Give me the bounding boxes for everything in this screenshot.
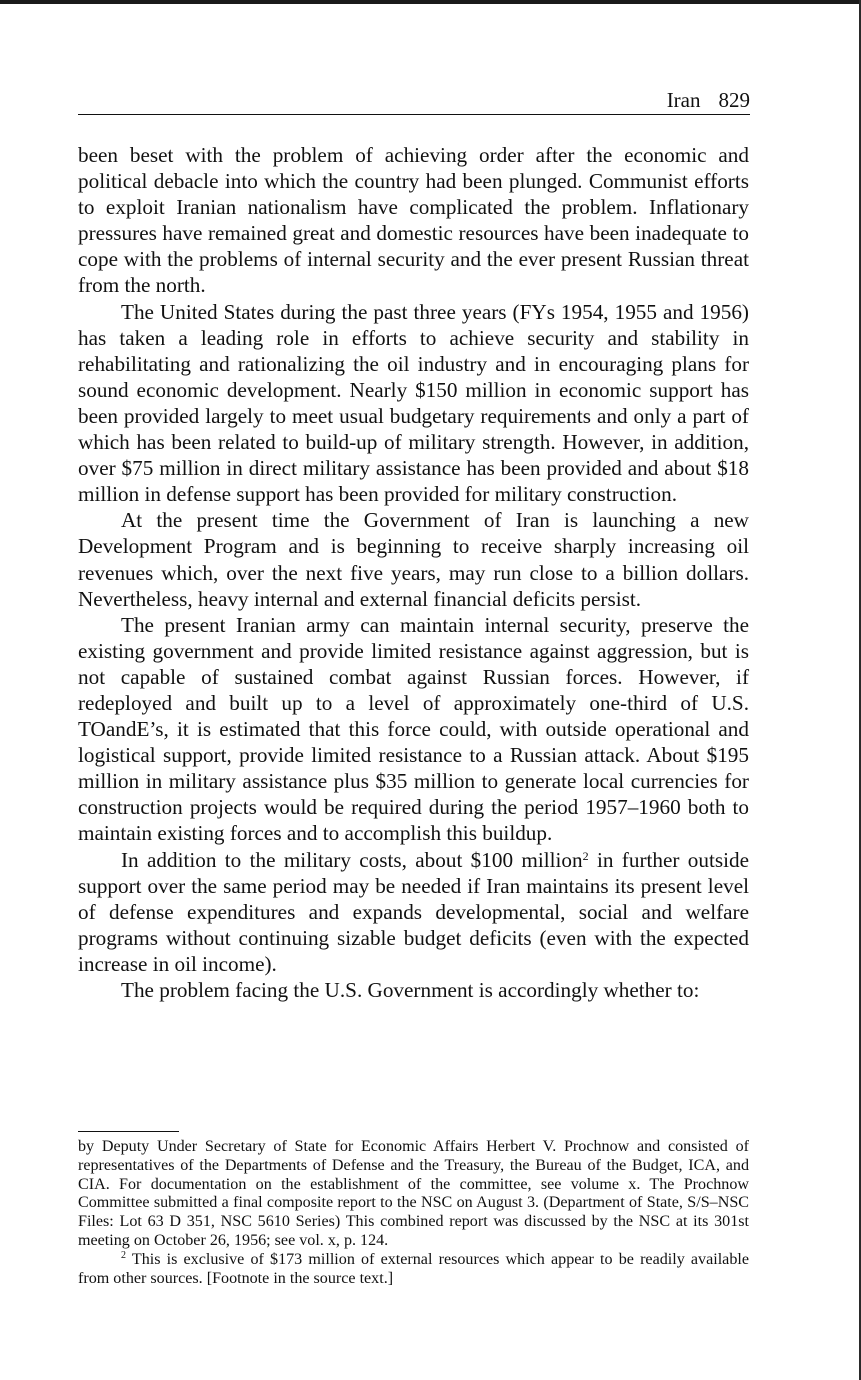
paragraph-5-text-b: in further outside support over the same period may be needed if Iran maintains its present level of defense expenditures and expands developmental, social and welfare programs without continuing sizable budget deficits (even with the expected increase in oil income). — [78, 847, 749, 976]
main-text — [78, 142, 749, 1003]
paragraph-6: The problem facing the U.S. Government is accordingly whether to: — [121, 978, 700, 1002]
paragraph-5 — [78, 847, 749, 977]
footnotes — [78, 1138, 749, 1288]
page-number: 829 — [718, 88, 750, 112]
page-top-edge — [0, 0, 861, 4]
footnote-2-marker: 2 — [121, 1249, 126, 1261]
paragraph-1: been beset with the problem of achieving order after the economic and political debacle into which the country had been plunged. Communist efforts to exploit Iranian nationalism have complicated the problem. Inflationary pressures have remained great and domestic resources have been inadequate to cope with the problems of internal security and the ever present Russian threat from the north. — [78, 143, 749, 298]
footnote-continued: by Deputy Under Secretary of State for Economic Affairs Herbert V. Prochnow and consisted of representatives of the Departments of Defense and the Treasury, the Bureau of the Budget, ICA, and CIA. For documentation on the establishment of the committee, see volume x. The Prochnow Committee submitted a final composite report to the NSC on August 3. (Department of State, S/S–NSC Files: Lot 63 D 351, NSC 5610 Series) This combined report was discussed by the NSC at its 301st meeting on October 26, 1956; see vol. x, p. 124. — [78, 1138, 749, 1249]
footnote-2 — [78, 1251, 749, 1289]
paragraph-2: The United States during the past three years (FYs 1954, 1955 and 1956) has taken a leading role in efforts to achieve security and stability in rehabilitating and rationalizing the oil industry and in encouraging plans for sound economic development. Nearly $150 million in economic support has been provided largely to meet usual budgetary requirements and only a part of which has been related to build-up of military strength. However, in addition, over $75 million in direct military assistance has been provided and about $18 million in defense support has been provided for military construction. — [78, 299, 749, 507]
paragraph-3: At the present time the Government of Iran is launching a new Development Program and is beginning to receive sharply increasing oil revenues which, over the next five years, may run close to a billion dollars. Nevertheless, heavy internal and external financial deficits persist. — [78, 508, 749, 611]
running-head-title: Iran — [666, 88, 701, 112]
footnote-rule — [78, 1131, 179, 1132]
footnote-reference-2: 2 — [582, 848, 589, 863]
paragraph-4: The present Iranian army can maintain internal security, preserve the existing government and provide limited resistance against aggression, but is not capable of sustained combat against Russian forces. However, if redeployed and built up to a level of approximately one-third of U.S. TOandE’s, it is estimated that this force could, with outside operational and logistical support, provide limited resistance to a Russian attack. About $195 million in military assistance plus $35 million to generate local currencies for construction projects would be required during the period 1957–1960 both to maintain existing forces and to accomplish this buildup. — [78, 612, 749, 846]
running-head — [78, 88, 750, 115]
paragraph-5-text-a: In addition to the military costs, about $100 million — [121, 847, 583, 872]
footnote-2-text: This is exclusive of $173 million of external resources which appear to be readily available from other sources. [Footnote in the source text.] — [78, 1250, 749, 1287]
